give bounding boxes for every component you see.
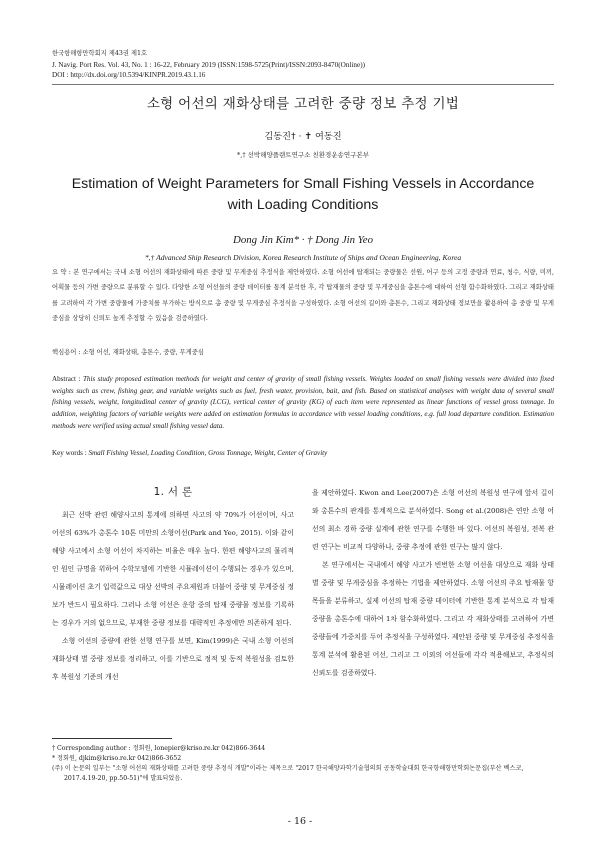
body-right-column [312, 484, 554, 682]
paragraph: 본 연구에서는 국내에서 해양 사고가 빈번한 소형 어선을 대상으로 재화 상태 별 중량 및 무게중심을 추정하는 기법을 제안하였다. 소형 어선의 주요 탑재물 항목들을 분류하고, 실제 어선의 탑재 중량 데이터에 기반한 통계 분석으로 각 탑재 중량을 총톤수에 대하여 1차 함수화하였다. 그리고 각 재화상태를 고려하여 가변 중량들에 가중치를 두어 추정식을 구성하였다. 제안된 중량 및 무게중심 추정식을 통계 분석에 활용된 어선, 그리고 그 이외의 어선들에 각각 적용해보고, 추정식의 신뢰도를 검증하였다. [312, 561, 554, 677]
abstract-korean-text: 본 연구에서는 국내 소형 어선의 재화상태에 따른 중량 및 무게중심 추정식을 제안하였다. 소형 어선에 탑재되는 중량물은 선원, 어구 등의 고정 중량과 연료, 청수, 식량, 미끼, 어획물 등의 가변 중량으로 분류할 수 있다. 다양한 소형 어선들의 중량 데이터를 통계 분석한 후, 각 탑재물의 중량 및 무게중심을 총톤수에 대하여 선형 함수화하였다. 그리고 재화상태를 고려하여 각 가변 중량물에 가중치를 부가하는 방식으로 총 중량 및 무게중심 추정식을 구성하였다. 소형 어선의 길이와 총톤수, 그리고 재화상태 정보만을 활용하여 총 중량 및 무게중심을 상당히 신뢰도 높게 추정할 수 있음을 검증하였다. [52, 269, 554, 323]
affiliation-english: *,† Advanced Ship Research Division, Korea Research Institute of Ships and Ocean Engineering, Korea [144, 253, 462, 262]
journal-citation: J. Navig. Port Res. Vol. 43, No. 1 : 16-22, February 2019 (ISSN:1598-5725(Print)/ISSN:2093-8470(Online)) [52, 60, 365, 69]
authors-korean: 김동진† · ✝ 여동진 [264, 131, 342, 142]
paragraph: 소형 어선의 중량에 관한 선행 연구를 보면, Kim(1999)은 국내 소형 어선의 재화상태 별 중량 정보를 정리하고, 이를 기반으로 정적 및 동적 복원성을 검토한 후 복원성 기준의 개선 [52, 637, 294, 681]
keywords-korean: 핵심용어 : 소형 어선, 재화상태, 총톤수, 중량, 무게중심 [52, 349, 204, 356]
doi-link[interactable]: DOI : http://dx.doi.org/10.5394/KINPR.2019.43.1.16 [52, 71, 206, 79]
abstract-english [52, 374, 554, 433]
journal-name-ko: 한국항해항만학회지 제43권 제1호 [52, 50, 148, 57]
body-left-column [52, 506, 294, 686]
abstract-korean [52, 265, 554, 327]
authors-english: Dong Jin Kim* · † Dong Jin Yeo [233, 234, 373, 246]
paragraph: 을 제안하였다. Kwon and Lee(2007)은 소형 어선의 복원성 연구에 앞서 길이와 총톤수의 관계를 통계적으로 분석하였다. Song et al.(2008)은 연안 소형 어선의 최소 경하 중량 실계에 관한 연구를 수행한 바 있다. 어선의 복원성, 전복 관련 연구는 비교적 다양하나, 중량 추정에 관한 연구는 많지 않다. [312, 489, 554, 551]
footnote-coauthor: * 정회원, djkim@kriso.re.kr 042)866-3652 [52, 755, 182, 762]
title-korean: 소형 어선의 재화상태를 고려한 중량 정보 추정 기법 [146, 96, 460, 112]
footnote-rule [52, 738, 172, 739]
affiliation-korean: *,† 선박해양플랜트연구소 친환경운송연구본부 [237, 151, 369, 159]
footnotes [52, 744, 557, 784]
page-number: - 16 - [287, 816, 313, 827]
abstract-korean-label: 요 약 : [52, 269, 71, 276]
paragraph: 최근 선박 관련 해양사고의 통계에 의하면 사고의 약 70%가 어선이며, 사고 어선의 63%가 총톤수 10톤 미만의 소형어선(Park and Yeo, 2015). 이와 같이 해양 사고에서 소형 어선이 차지하는 비율은 매우 높다. 한편 해양사고의 물리적인 원인 규명을 위하여 수학모델에 기반한 시뮬레이션이 수행되는 경우가 있으며, 시뮬레이션 초기 입력값으로 대상 선박의 주요제원과 더불어 중량 및 무게중심 정보가 반드시 필요하다. 그러나 소형 어선은 운항 중의 탑재 중량물 정보를 기록하는 경우가 거의 없으므로, 부재한 중량 정보를 대략적인 추정에만 의존하게 된다. [52, 511, 294, 627]
keywords-english [52, 449, 327, 457]
keywords-english-text: Small Fishing Vessel, Loading Condition, Gross Tonnage, Weight, Center of Gravity [88, 449, 328, 457]
section-heading-introduction: 1. 서 론 [153, 486, 193, 498]
abstract-english-label: Abstract : [52, 375, 81, 383]
keywords-english-label: Key words : [52, 449, 87, 457]
abstract-english-text: This study proposed estimation methods for weight and center of gravity of small fishing vessels. Weights loaded on small fishing vessels were divided into fixed weights such as crew, fishing gear, and variable weights such as fuel, fresh water, provision, bait, and fish. Based on statistical analyses with weight data of several small fishing vessels, weight, longitudinal center of gravity (LCG), vertical center of gravity (KG) of each item were represented as linear functions of vessel gross tonnage. In addition, weighting factors of variable weights were added on estimation formulas in accordance with vessel loading conditions, e.g. full load departure condition. Estimation methods were verified using actual small fishing vessel data. [52, 375, 554, 430]
title-english: Estimation of Weight Parameters for Small Fishing Vessels in Accordance with Loading Conditions [71, 176, 535, 213]
header-rule [52, 84, 554, 85]
journal-header [52, 49, 552, 81]
footnote-corresponding-author: † Corresponding author : 정회원, lonepier@kriso.re.kr 042)866-3644 [52, 745, 266, 752]
footnote-note: (주) 이 논문의 일부는 "소형 어선의 재화상태를 고려한 중량 추정식 개발"이라는 제목으로 "2017 한국해양과학기술협의회 공동학술대회 한국항해항만학회논문집(부산 벡스코, 2017.4.19-20, pp.50-51)"에 발표되었음. [52, 765, 524, 782]
